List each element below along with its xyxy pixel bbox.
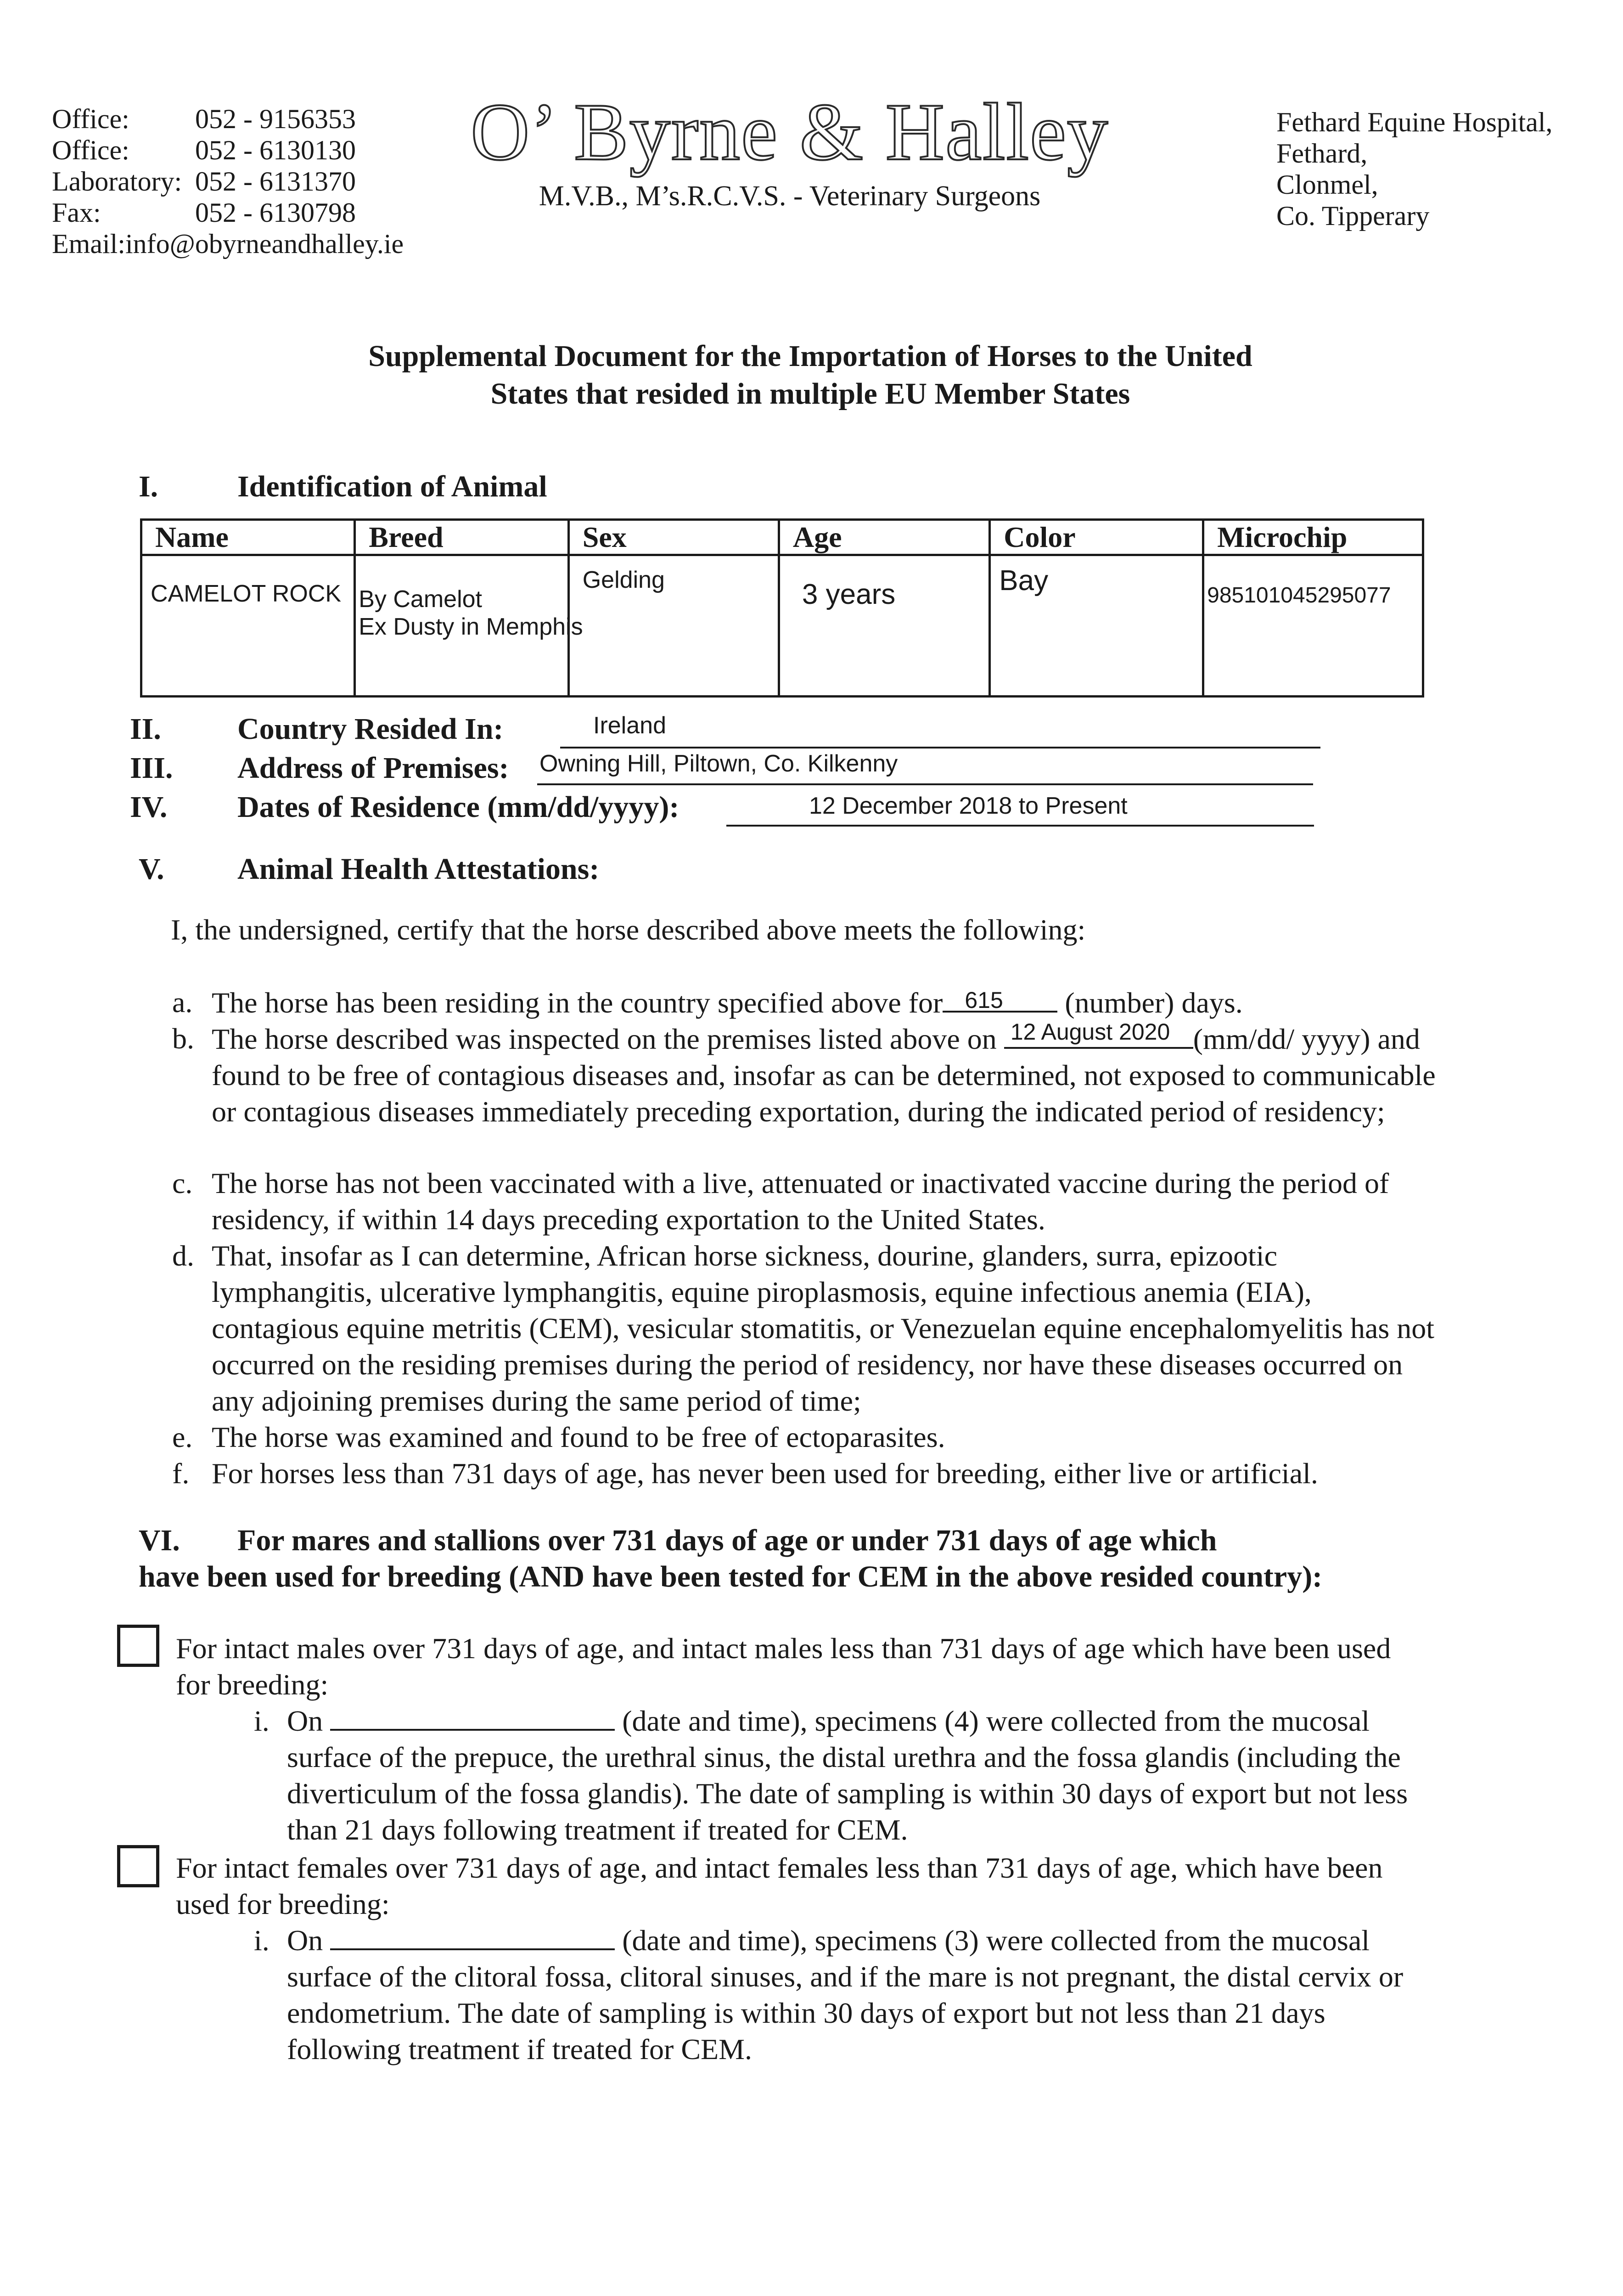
attestation-f: [172, 1455, 1439, 1491]
country-underline: [560, 747, 1320, 748]
section-1-number: I.: [139, 470, 158, 503]
address-line: Co. Tipperary: [1276, 201, 1430, 231]
section-2-number: II.: [130, 712, 161, 746]
females-checkbox[interactable]: [117, 1845, 159, 1887]
dates-underline: [726, 825, 1314, 827]
table-row: [141, 555, 1423, 697]
brand-name: O’ Byrne & Halley: [470, 86, 1109, 177]
section-1-heading: Identification of Animal: [237, 470, 547, 503]
section-5-number: V.: [139, 852, 164, 886]
list-marker: b.: [172, 1022, 194, 1055]
attestation-a-text: The horse has been residing in the country specified above for: [212, 986, 943, 1019]
brand-block: [464, 88, 1116, 213]
title-line: Supplemental Document for the Importation of Horses to the United: [368, 339, 1252, 373]
females-date-blank[interactable]: [330, 1925, 615, 1950]
list-marker: e.: [172, 1421, 193, 1453]
col-header-sex: Sex: [568, 520, 779, 555]
cell-name: [141, 555, 355, 697]
inspection-date-blank: [1004, 1020, 1193, 1049]
days-blank: [943, 984, 1057, 1013]
col-header-name: Name: [141, 520, 355, 555]
attestation-e: [172, 1419, 1439, 1455]
section-4-number: IV.: [130, 790, 168, 824]
list-marker: f.: [172, 1457, 190, 1490]
section-3-label: Address of Premises:: [237, 751, 509, 785]
document-title: [275, 338, 1345, 413]
horse-name: CAMELOT ROCK: [151, 580, 342, 607]
section-6-heading-line2: have been used for breeding (AND have been tested for CEM in the above resided country):: [139, 1560, 1323, 1593]
col-header-microchip: Microchip: [1203, 520, 1423, 555]
attestation-e-text: The horse was examined and found to be free of ectoparasites.: [212, 1421, 945, 1453]
address-line: Fethard,: [1276, 138, 1368, 169]
section-4-label: Dates of Residence (mm/dd/yyyy):: [237, 790, 680, 824]
microchip-number: 985101045295077: [1207, 583, 1391, 608]
list-marker: i.: [254, 1924, 270, 1957]
attestation-c: [172, 1165, 1439, 1238]
list-marker: c.: [172, 1167, 193, 1199]
address-line: Clonmel,: [1276, 169, 1378, 200]
contact-row: [52, 197, 404, 228]
list-marker: a.: [172, 986, 193, 1019]
breed-dam: Ex Dusty in Memphis: [359, 613, 583, 640]
males-specimen-text: [287, 1703, 1416, 1848]
section-2-label: Country Resided In:: [237, 712, 504, 746]
males-specimen-detail: (date and time), specimens (4) were collected from the mucosal surface of the prepuce, the urethral sinus, the distal urethra and the fossa glandis (including the diverticulum of the fossa glandis). The date of sampling is within 30 days of export but not less than 21 days following treatment if treated for CEM.: [287, 1705, 1408, 1846]
address-value: Owning Hill, Piltown, Co. Kilkenny: [539, 750, 898, 777]
horse-color: Bay: [999, 565, 1049, 597]
section-6-number: VI.: [139, 1524, 180, 1557]
males-statement: For intact males over 731 days of age, and intact males less than 731 days of age which have been used for breeding:: [176, 1632, 1391, 1701]
col-header-color: Color: [990, 520, 1203, 555]
contact-email: Email:info@obyrneandhalley.ie: [52, 229, 404, 259]
cell-sex: [568, 555, 779, 697]
identification-table: [140, 518, 1424, 698]
contact-value: 052 - 9156353: [195, 104, 356, 134]
title-line: States that resided in multiple EU Member States: [490, 377, 1130, 411]
cell-color: [990, 555, 1203, 697]
attestation-a: [172, 984, 1439, 1021]
col-header-breed: Breed: [355, 520, 569, 555]
cell-age: [779, 555, 989, 697]
attestation-b-suffix: (mm/dd/: [1193, 1023, 1295, 1055]
address-line: Fethard Equine Hospital,: [1276, 107, 1553, 137]
list-marker: i.: [254, 1705, 270, 1737]
brand-qualifications: M.V.B., M’s.R.C.V.S. - Veterinary Surgeons: [539, 180, 1041, 212]
attestation-b-text: The horse described was inspected on the premises listed above on: [212, 1023, 997, 1055]
contact-label: Office:: [52, 104, 129, 134]
contact-row: [52, 166, 404, 197]
males-checkbox[interactable]: [117, 1625, 159, 1667]
contact-value: 052 - 6131370: [195, 166, 356, 197]
attestation-d-text: That, insofar as I can determine, African horse sickness, dourine, glanders, surra, epizootic lymphangitis, ulcerative lymphangitis, equine piroplasmosis, equine infectious anemia (EIA), contagious equine metritis (CEM), vesicular stomatitis, or Venezuelan equine encephalomyelitis has not occurred on the residing premises during the period of residency, nor have these diseases occurred on any adjoining premises during the same period of time;: [212, 1239, 1435, 1417]
contact-value: 052 - 6130798: [195, 197, 356, 228]
attestation-b-continued: yyyy) and found to be free of contagious diseases and, insofar as can be determined, not exposed to communicable or contagious diseases immediately preceding exportation, during the indicated period of residency;: [212, 1023, 1436, 1128]
cell-microchip: [1203, 555, 1423, 697]
contact-label: Office:: [52, 135, 129, 165]
females-specimen-detail: (date and time), specimens (3) were collected from the mucosal surface of the clitoral fossa, clitoral sinuses, and if the mare is not pregnant, the distal cervix or endometrium. The date of sampling is within 30 days of export but not less than 21 days following treatment if treated for CEM.: [287, 1924, 1404, 2065]
dates-value: 12 December 2018 to Present: [809, 793, 1128, 819]
attestation-a-suffix: (number) days.: [1065, 986, 1243, 1019]
attestation-d: [172, 1238, 1439, 1419]
contact-value: 052 - 6130130: [195, 135, 356, 165]
contact-block: [52, 103, 404, 259]
list-marker: d.: [172, 1239, 194, 1272]
contact-row: [52, 135, 404, 166]
contact-label: Laboratory:: [52, 166, 182, 197]
cell-breed: [355, 555, 583, 697]
males-date-blank[interactable]: [330, 1705, 615, 1731]
col-header-age: Age: [779, 520, 989, 555]
contact-row: [52, 103, 404, 135]
address-block: [1276, 107, 1553, 231]
contact-label: Fax:: [52, 197, 101, 228]
inspection-date-value: 12 August 2020: [1010, 1019, 1170, 1045]
section-5-heading: Animal Health Attestations:: [237, 852, 600, 886]
females-statement: For intact females over 731 days of age, and intact females less than 731 days of age, which have been used for breeding:: [176, 1851, 1383, 1920]
males-on-label: On: [287, 1705, 323, 1737]
females-on-label: On: [287, 1924, 323, 1957]
attestation-c-text: The horse has not been vaccinated with a live, attenuated or inactivated vaccine during the period of residency, if within 14 days preceding exportation to the United States.: [212, 1167, 1389, 1236]
attestation-f-text: For horses less than 731 days of age, has never been used for breeding, either live or artificial.: [212, 1457, 1318, 1490]
horse-sex: Gelding: [582, 567, 665, 593]
country-value: Ireland: [593, 712, 666, 739]
attestation-b: [172, 1020, 1439, 1130]
horse-age: 3 years: [802, 579, 896, 610]
attestation-intro: I, the undersigned, certify that the horse described above meets the following:: [171, 913, 1086, 946]
table-header-row: [141, 520, 1423, 555]
address-underline: [537, 783, 1313, 785]
section-6-heading-line1: For mares and stallions over 731 days of age or under 731 days of age which: [237, 1524, 1217, 1557]
breed-sire: By Camelot: [359, 586, 482, 613]
females-specimen-text: [287, 1922, 1416, 2067]
section-3-number: III.: [130, 751, 173, 785]
days-value: 615: [965, 987, 1003, 1013]
